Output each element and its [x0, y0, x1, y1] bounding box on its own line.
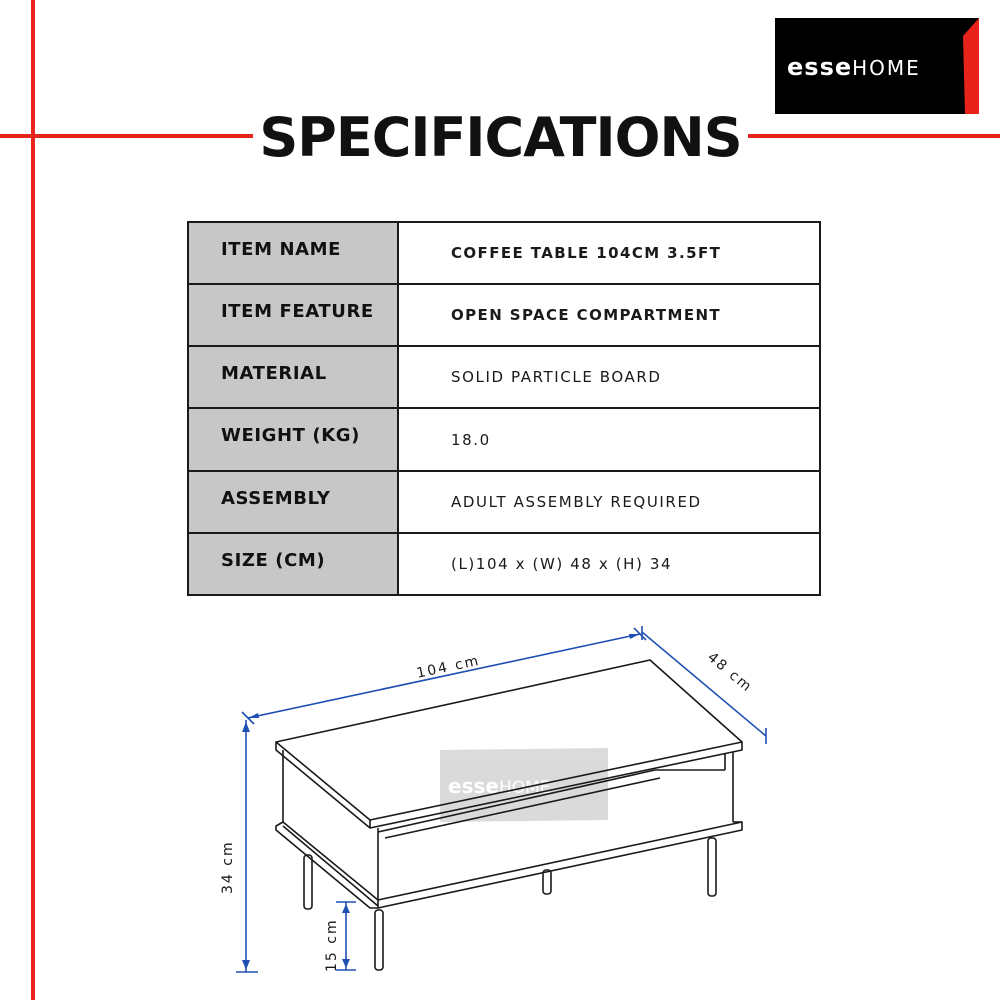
spec-value: 18.0 [398, 408, 820, 470]
spec-label: MATERIAL [188, 346, 398, 408]
spec-label: ASSEMBLY [188, 471, 398, 533]
spec-value: OPEN SPACE COMPARTMENT [398, 284, 820, 346]
page-title: SPECIFICATIONS [259, 106, 742, 169]
red-heading-rule-left [0, 134, 253, 138]
spec-row [188, 346, 820, 408]
coffee-table-dimension-drawing [200, 615, 800, 1000]
red-vertical-rule [31, 0, 35, 1000]
spec-label: ITEM FEATURE [188, 284, 398, 346]
spec-row [188, 471, 820, 533]
watermark-bold: esse [448, 774, 499, 798]
spec-row [188, 533, 820, 595]
specifications-table [187, 221, 821, 596]
watermark [440, 748, 608, 822]
leg-height-dimension-label: 15 cm [324, 918, 340, 972]
spec-label: SIZE (CM) [188, 533, 398, 595]
spec-row [188, 284, 820, 346]
watermark-light: HOME [498, 778, 551, 798]
spec-row [188, 408, 820, 470]
length-dimension-label: 104 cm [415, 652, 482, 682]
spec-label: WEIGHT (KG) [188, 408, 398, 470]
width-dimension-label: 48 cm [704, 649, 756, 696]
brand-name-light: HOME [852, 56, 921, 80]
spec-value: SOLID PARTICLE BOARD [398, 346, 820, 408]
height-dimension-label: 34 cm [220, 840, 236, 894]
red-heading-rule-right [748, 134, 1000, 138]
brand-wordmark [787, 52, 957, 82]
spec-row [188, 222, 820, 284]
spec-value: ADULT ASSEMBLY REQUIRED [398, 471, 820, 533]
spec-label: ITEM NAME [188, 222, 398, 284]
brand-name-bold: esse [787, 53, 853, 81]
spec-value: (L)104 x (W) 48 x (H) 34 [398, 533, 820, 595]
spec-value: COFFEE TABLE 104CM 3.5FT [398, 222, 820, 284]
